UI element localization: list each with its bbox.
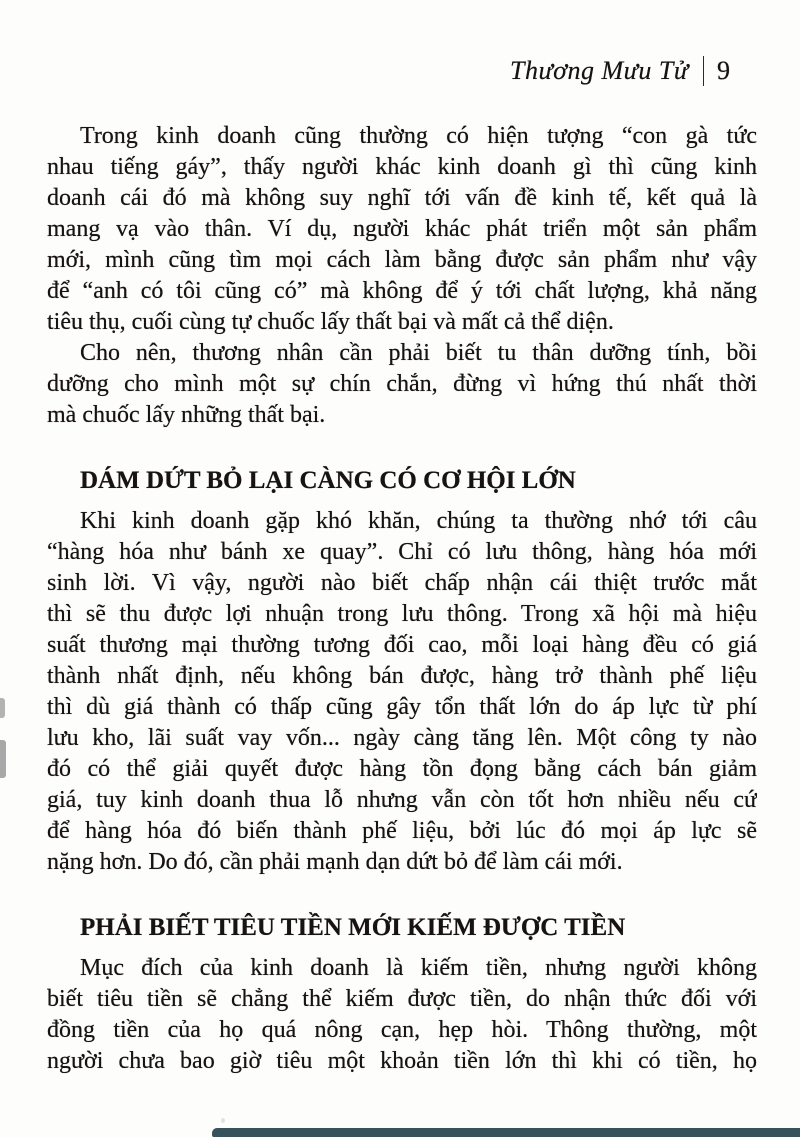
scan-artifact-bottom-bar: [212, 1128, 800, 1137]
paragraph: [47, 953, 757, 1077]
text-line: thành nhất định, nếu không bán được, hàng trở thành phế liệu: [47, 663, 757, 689]
paragraph: [47, 121, 757, 338]
text-line: Cho nên, thương nhân cần phải biết tu thân dưỡng tính, bồi: [80, 340, 757, 366]
text-line: thì dù giá thành có thấp cũng gây tổn thất lớn do áp lực từ phí: [47, 694, 757, 720]
text-line: nặng hơn. Do đó, cần phải mạnh dạn dứt bỏ để làm cái mới.: [47, 849, 623, 875]
running-title: Thương Mưu Tử: [510, 56, 689, 85]
text-line: suất thương mại thường tương đối cao, mỗi loại hàng đều có giá: [47, 632, 757, 658]
text-line: Mục đích của kinh doanh là kiếm tiền, nhưng người không: [80, 955, 757, 981]
text-line: để “anh có tôi cũng có” mà không để ý tới chất lượng, khả năng: [47, 278, 757, 304]
scan-artifact-left-mark: [0, 698, 5, 718]
text-line: biết tiêu tiền sẽ chẳng thể kiếm được tiền, do nhận thức đối với: [47, 986, 757, 1012]
text-line: mang vạ vào thân. Ví dụ, người khác phát triển một sản phẩm: [47, 216, 757, 242]
scan-artifact-speck: [221, 1118, 225, 1123]
paragraph: [47, 506, 757, 878]
text-line: giá, tuy kinh doanh thua lỗ nhưng vẫn còn tốt hơn nhiều nếu cứ: [47, 787, 757, 813]
text-line: đó có thể giải quyết được hàng tồn đọng bằng cách bán giảm: [47, 756, 757, 782]
section-heading: PHẢI BIẾT TIÊU TIỀN MỚI KIẾM ĐƯỢC TIỀN: [80, 914, 626, 941]
text-line: Khi kinh doanh gặp khó khăn, chúng ta thường nhớ tới câu: [80, 508, 757, 534]
page-header: [0, 54, 730, 88]
text-line: đồng tiền của họ quá nông cạn, hẹp hòi. Thông thường, một: [47, 1017, 757, 1043]
text-line: “hàng hóa như bánh xe quay”. Chỉ có lưu thông, hàng hóa mới: [47, 539, 757, 565]
text-line: Trong kinh doanh cũng thường có hiện tượng “con gà tức: [80, 123, 757, 149]
text-line: doanh cái đó mà không suy nghĩ tới vấn đề kinh tế, kết quả là: [47, 185, 757, 211]
text-line: lưu kho, lãi suất vay vốn... ngày càng tăng lên. Một công ty nào: [47, 725, 757, 751]
text-line: mà chuốc lấy những thất bại.: [47, 402, 326, 428]
page-number: 9: [717, 56, 730, 85]
header-separator-rule: [703, 56, 705, 86]
page-content: [47, 121, 757, 1077]
text-line: người chưa bao giờ tiêu một khoản tiền lớn thì khi có tiền, họ: [47, 1048, 757, 1074]
text-line: sinh lời. Vì vậy, người nào biết chấp nhận cái thiệt trước mắt: [47, 570, 757, 596]
text-line: mới, mình cũng tìm mọi cách làm bằng được sản phẩm như vậy: [47, 247, 757, 273]
section-heading: DÁM DỨT BỎ LẠI CÀNG CÓ CƠ HỘI LỚN: [80, 467, 576, 494]
paragraph: [47, 338, 757, 431]
text-line: dưỡng cho mình một sự chín chắn, đừng vì hứng thú nhất thời: [47, 371, 757, 397]
text-line: nhau tiếng gáy”, thấy người khác kinh doanh gì thì cũng kinh: [47, 154, 757, 180]
text-line: thì sẽ thu được lợi nhuận trong lưu thông. Trong xã hội mà hiệu: [47, 601, 757, 627]
text-line: để hàng hóa đó biến thành phế liệu, bởi lúc đó mọi áp lực sẽ: [47, 818, 757, 844]
text-line: tiêu thụ, cuối cùng tự chuốc lấy thất bại và mất cả thể diện.: [47, 309, 614, 335]
scan-artifact-left-mark: [0, 740, 6, 778]
